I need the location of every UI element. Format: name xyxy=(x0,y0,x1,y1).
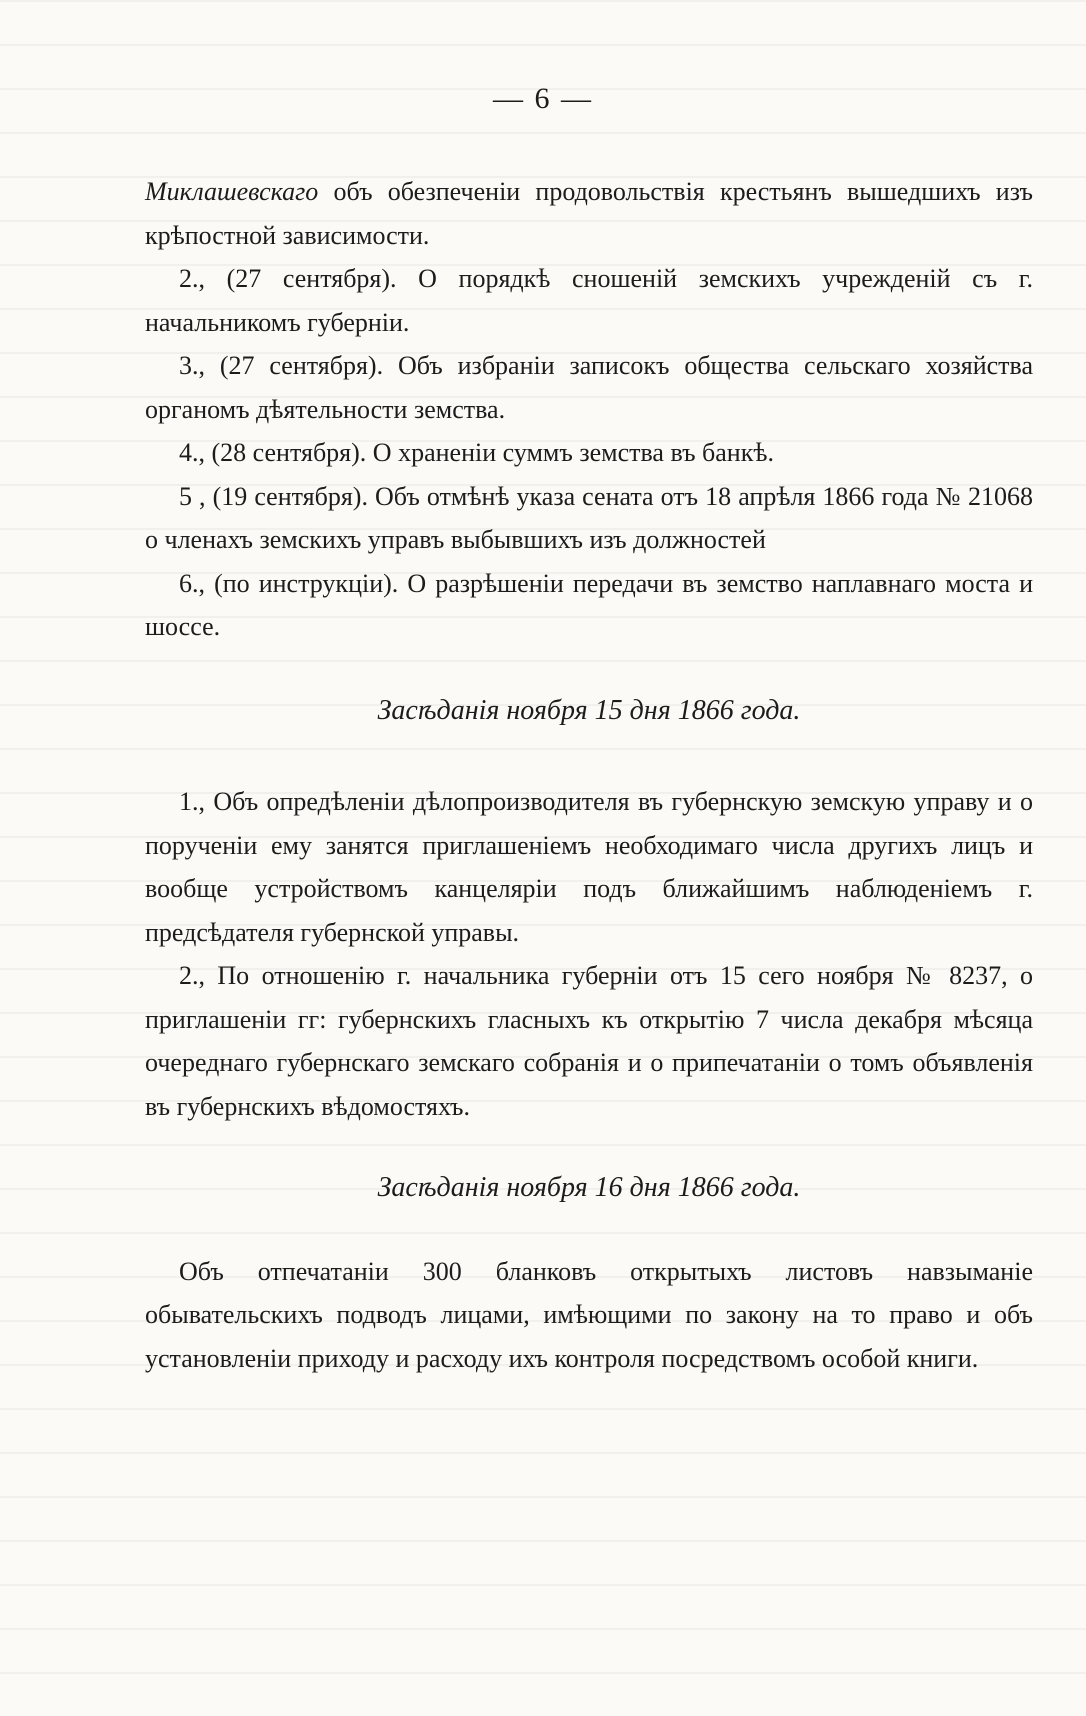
september-item: 2., (27 сентября). О порядкѣ сношеній земскихъ учрежденій съ г. начальникомъ губерніи. xyxy=(145,264,1033,337)
september-item: 5 , (19 сентября). Объ отмѣнѣ указа сената отъ 18 апрѣля 1866 года № 21068 о членахъ земскихъ управъ выбывшихъ изъ должностей xyxy=(145,481,1033,554)
section-heading-nov15: Засѣданія ноября 15 дня 1866 года. xyxy=(377,694,801,726)
intro-italic-name: Миклашевскаго xyxy=(145,177,319,206)
document-body xyxy=(145,170,1033,1380)
intro-paragraph xyxy=(145,170,1033,257)
september-item: 3., (27 сентября). Объ избраніи записокъ общества сельскаго хозяйства органомъ дѣятельности земства. xyxy=(145,351,1033,424)
nov15-item: 1., Объ опредѣленіи дѣлопроизводителя въ губернскую земскую управу и о порученіи ему занятся приглашеніемъ необходимаго числа другихъ лицъ и вообще устройствомъ канцеляріи подъ ближайшимъ наблюденіемъ г. предсѣдателя губернской управы. xyxy=(145,787,1033,947)
september-item: 4., (28 сентября). О храненіи суммъ земства въ банкѣ. xyxy=(179,438,774,467)
nov16-item: Объ отпечатаніи 300 бланковъ открытыхъ листовъ навзыманіе обывательскихъ подводъ лицами, имѣющими по закону на то право и объ установленіи приходу и расходу ихъ контроля посредствомъ особой книги. xyxy=(145,1256,1033,1373)
nov15-item: 2., По отношенію г. начальника губерніи отъ 15 сего ноября № 8237, о приглашеніи гг: губернскихъ гласныхъ къ открытію 7 числа декабря мѣсяца очереднаго губернскаго земскаго собранія и о припечатаніи о томъ объявленія въ губернскихъ вѣдомостяхъ. xyxy=(145,961,1033,1121)
page-number: — 6 — xyxy=(493,82,593,115)
intro-rest-text: объ обезпеченіи продовольствія крестьянъ вышедшихъ изъ крѣпостной зависимости. xyxy=(145,177,1033,250)
september-item: 6., (по инструкціи). О разрѣшеніи передачи въ земство наплавнаго моста и шоссе. xyxy=(145,568,1033,641)
section-heading-nov16: Засѣданія ноября 16 дня 1866 года. xyxy=(377,1172,801,1203)
